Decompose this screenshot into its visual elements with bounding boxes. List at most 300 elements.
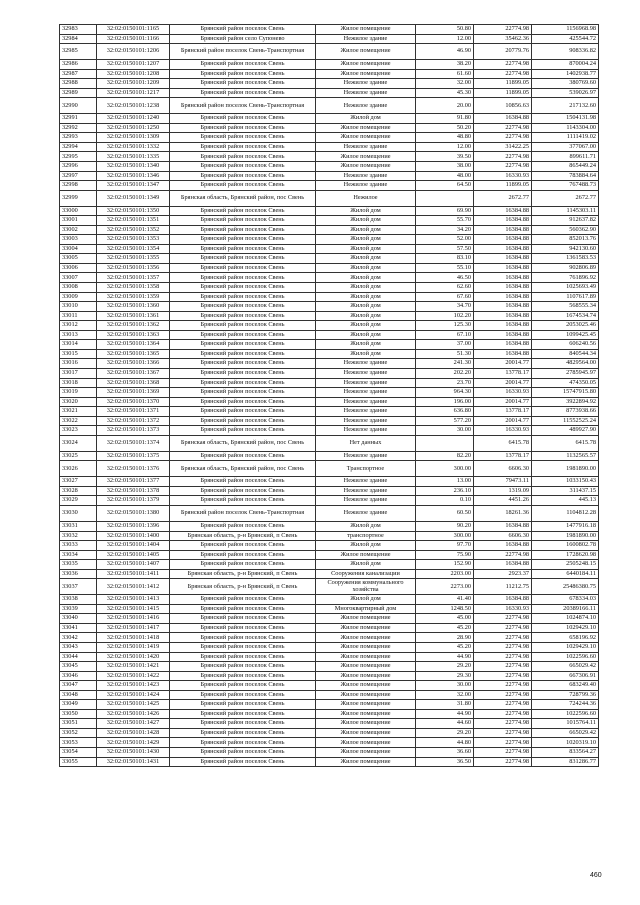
cadastral-number-cell: 32:02:0150101:1419	[97, 642, 170, 652]
address-cell: Брянский район поселок Свень	[170, 340, 316, 350]
cadastral-value-cell: 1674534.74	[532, 311, 599, 321]
object-type-cell: Нежилое здание	[316, 397, 416, 407]
cadastral-value-cell: 217132.60	[532, 98, 599, 114]
unit-value-cell: 16384.88	[474, 541, 532, 551]
object-type-cell: Нежилое здание	[316, 368, 416, 378]
row-number-cell: 33007	[60, 273, 97, 283]
cadastral-number-cell: 32:02:0150101:1309	[97, 133, 170, 143]
table-row	[60, 662, 599, 672]
address-cell: Брянский район поселок Свень	[170, 757, 316, 767]
row-number-cell: 33009	[60, 292, 97, 302]
cadastral-number-cell: 32:02:0150101:1368	[97, 378, 170, 388]
row-number-cell: 32996	[60, 162, 97, 172]
address-cell: Брянский район поселок Свень	[170, 283, 316, 293]
object-type-cell: Нежилое здание	[316, 486, 416, 496]
cadastral-value-cell: 783884.64	[532, 171, 599, 181]
cadastral-value-cell: 1029429.10	[532, 623, 599, 633]
cadastral-number-cell: 32:02:0150101:1415	[97, 604, 170, 614]
object-type-cell: Жилое помещение	[316, 25, 416, 35]
row-number-cell: 33018	[60, 378, 97, 388]
cadastral-value-cell: 445.13	[532, 496, 599, 506]
area-cell: 30.00	[416, 681, 474, 691]
cadastral-value-cell: 1504131.98	[532, 114, 599, 124]
address-cell: Брянский район поселок Свень	[170, 709, 316, 719]
unit-value-cell: 16330.93	[474, 604, 532, 614]
object-type-cell: Транспортное	[316, 461, 416, 477]
object-type-cell: Нежилое здание	[316, 98, 416, 114]
area-cell: 44.90	[416, 709, 474, 719]
row-number-cell: 33017	[60, 368, 97, 378]
table-row	[60, 123, 599, 133]
unit-value-cell: 6606.30	[474, 531, 532, 541]
area-cell: 125.30	[416, 321, 474, 331]
area-cell: 62.60	[416, 283, 474, 293]
table-row	[60, 505, 599, 521]
unit-value-cell: 22774.98	[474, 133, 532, 143]
unit-value-cell: 16384.88	[474, 302, 532, 312]
area-cell: 36.50	[416, 757, 474, 767]
object-type-cell: Жилой дом	[316, 311, 416, 321]
unit-value-cell: 2672.77	[474, 190, 532, 206]
object-type-cell: Жилое помещение	[316, 690, 416, 700]
table-row	[60, 757, 599, 767]
cadastral-number-cell: 32:02:0150101:1418	[97, 633, 170, 643]
unit-value-cell: 22774.98	[474, 757, 532, 767]
area-cell: 636.80	[416, 407, 474, 417]
table-row	[60, 486, 599, 496]
area-cell: 64.50	[416, 181, 474, 191]
address-cell: Брянский район поселок Свень	[170, 244, 316, 254]
table-row	[60, 330, 599, 340]
unit-value-cell: 16384.88	[474, 560, 532, 570]
unit-value-cell: 16384.88	[474, 225, 532, 235]
object-type-cell: Жилое помещение	[316, 728, 416, 738]
unit-value-cell: 16384.88	[474, 114, 532, 124]
address-cell: Брянский район поселок Свень	[170, 254, 316, 264]
row-number-cell: 33019	[60, 388, 97, 398]
cadastral-value-cell: 1107617.89	[532, 292, 599, 302]
cadastral-value-cell: 1033150.43	[532, 477, 599, 487]
cadastral-value-cell: 3922894.92	[532, 397, 599, 407]
row-number-cell: 32986	[60, 60, 97, 70]
unit-value-cell: 6415.78	[474, 435, 532, 451]
cadastral-value-cell: 425544.72	[532, 34, 599, 44]
object-type-cell: Жилой дом	[316, 292, 416, 302]
table-row	[60, 273, 599, 283]
unit-value-cell: 22774.98	[474, 550, 532, 560]
cadastral-value-cell: 728799.36	[532, 690, 599, 700]
object-type-cell: Жилое помещение	[316, 633, 416, 643]
row-number-cell: 33001	[60, 216, 97, 226]
area-cell: 12.00	[416, 142, 474, 152]
object-type-cell: Жилое помещение	[316, 709, 416, 719]
object-type-cell: Нет данных	[316, 435, 416, 451]
address-cell: Брянский район поселок Свень	[170, 728, 316, 738]
unit-value-cell: 16384.88	[474, 340, 532, 350]
object-type-cell: Жилое помещение	[316, 60, 416, 70]
row-number-cell: 33020	[60, 397, 97, 407]
table-row	[60, 604, 599, 614]
area-cell: 28.90	[416, 633, 474, 643]
cadastral-number-cell: 32:02:0150101:1422	[97, 671, 170, 681]
unit-value-cell: 16384.88	[474, 216, 532, 226]
cadastral-value-cell: 20389166.11	[532, 604, 599, 614]
object-type-cell: Жилой дом	[316, 560, 416, 570]
object-type-cell: Жилое помещение	[316, 623, 416, 633]
cadastral-value-cell: 658196.92	[532, 633, 599, 643]
address-cell: Брянский район поселок Свень-Транспортная	[170, 98, 316, 114]
address-cell: Брянский район поселок Свень	[170, 496, 316, 506]
area-cell: 202.20	[416, 368, 474, 378]
address-cell: Брянский район поселок Свень	[170, 311, 316, 321]
address-cell: Брянский район поселок Свень	[170, 748, 316, 758]
cadastral-number-cell: 32:02:0150101:1350	[97, 206, 170, 216]
cadastral-value-cell: 1132565.57	[532, 451, 599, 461]
table-row	[60, 426, 599, 436]
cadastral-number-cell: 32:02:0150101:1357	[97, 273, 170, 283]
address-cell: Брянский район поселок Свень	[170, 388, 316, 398]
object-type-cell: Нежилое здание	[316, 477, 416, 487]
object-type-cell: Жилое помещение	[316, 748, 416, 758]
table-row	[60, 690, 599, 700]
address-cell: Брянский район поселок Свень	[170, 690, 316, 700]
row-number-cell: 33004	[60, 244, 97, 254]
unit-value-cell: 18261.36	[474, 505, 532, 521]
row-number-cell: 33049	[60, 700, 97, 710]
table-row	[60, 171, 599, 181]
row-number-cell: 33008	[60, 283, 97, 293]
cadastral-number-cell: 32:02:0150101:1362	[97, 321, 170, 331]
unit-value-cell: 16384.88	[474, 244, 532, 254]
cadastral-value-cell: 1981890.00	[532, 531, 599, 541]
object-type-cell: Жилое помещение	[316, 44, 416, 60]
cadastral-number-cell: 32:02:0150101:1411	[97, 569, 170, 579]
row-number-cell: 33027	[60, 477, 97, 487]
cadastral-number-cell: 32:02:0150101:1351	[97, 216, 170, 226]
row-number-cell: 33010	[60, 302, 97, 312]
unit-value-cell: 22774.98	[474, 748, 532, 758]
address-cell: Брянский район поселок Свень	[170, 25, 316, 35]
page-number: 460	[590, 872, 602, 879]
table-row	[60, 34, 599, 44]
cadastral-number-cell: 32:02:0150101:1380	[97, 505, 170, 521]
cadastral-number-cell: 32:02:0150101:1217	[97, 88, 170, 98]
address-cell: Брянский район поселок Свень	[170, 662, 316, 672]
cadastral-value-cell: 1477916.18	[532, 521, 599, 531]
table-row	[60, 79, 599, 89]
cadastral-number-cell: 32:02:0150101:1429	[97, 738, 170, 748]
cadastral-value-cell: 902806.89	[532, 263, 599, 273]
cadastral-value-cell: 25486380.75	[532, 579, 599, 595]
cadastral-number-cell: 32:02:0150101:1358	[97, 283, 170, 293]
row-number-cell: 33046	[60, 671, 97, 681]
address-cell: Брянская область, р-н Брянский, п Свень	[170, 579, 316, 595]
table-row	[60, 521, 599, 531]
object-type-cell: Сооружения канализации	[316, 569, 416, 579]
row-number-cell: 33000	[60, 206, 97, 216]
cadastral-value-cell: 665029.42	[532, 728, 599, 738]
cadastral-number-cell: 32:02:0150101:1238	[97, 98, 170, 114]
address-cell: Брянский район поселок Свень	[170, 614, 316, 624]
address-cell: Брянская область, Брянский район, пос Свень	[170, 461, 316, 477]
unit-value-cell: 22774.98	[474, 671, 532, 681]
cadastral-value-cell: 311437.15	[532, 486, 599, 496]
address-cell: Брянский район поселок Свень	[170, 719, 316, 729]
cadastral-value-cell: 6415.78	[532, 435, 599, 451]
address-cell: Брянский район поселок Свень	[170, 273, 316, 283]
cadastral-value-cell: 539026.97	[532, 88, 599, 98]
table-row	[60, 709, 599, 719]
table-row	[60, 477, 599, 487]
cadastral-number-cell: 32:02:0150101:1346	[97, 171, 170, 181]
address-cell: Брянская область, Брянский район, пос Свень	[170, 190, 316, 206]
table-row	[60, 397, 599, 407]
cadastral-number-cell: 32:02:0150101:1332	[97, 142, 170, 152]
unit-value-cell: 20014.77	[474, 378, 532, 388]
object-type-cell: Жилой дом	[316, 244, 416, 254]
area-cell: 90.20	[416, 521, 474, 531]
address-cell: Брянский район поселок Свень	[170, 181, 316, 191]
object-type-cell: транспортное	[316, 531, 416, 541]
object-type-cell: Жилое помещение	[316, 652, 416, 662]
unit-value-cell: 16330.93	[474, 426, 532, 436]
cadastral-number-cell: 32:02:0150101:1340	[97, 162, 170, 172]
area-cell: 236.10	[416, 486, 474, 496]
table-row	[60, 225, 599, 235]
cadastral-value-cell: 667306.91	[532, 671, 599, 681]
table-row	[60, 254, 599, 264]
object-type-cell: Жилой дом	[316, 349, 416, 359]
unit-value-cell: 1319.09	[474, 486, 532, 496]
row-number-cell: 32987	[60, 69, 97, 79]
cadastral-number-cell: 32:02:0150101:1359	[97, 292, 170, 302]
address-cell: Брянский район поселок Свень-Транспортная	[170, 505, 316, 521]
unit-value-cell: 16384.88	[474, 330, 532, 340]
unit-value-cell: 22774.98	[474, 633, 532, 643]
address-cell: Брянский район поселок Свень	[170, 359, 316, 369]
table-row	[60, 263, 599, 273]
object-type-cell: Нежилое здание	[316, 378, 416, 388]
cadastral-value-cell: 1728620.98	[532, 550, 599, 560]
address-cell: Брянский район поселок Свень	[170, 235, 316, 245]
table-row	[60, 181, 599, 191]
address-cell: Брянский район поселок Свень	[170, 292, 316, 302]
area-cell: 45.20	[416, 642, 474, 652]
table-row	[60, 244, 599, 254]
unit-value-cell: 13778.17	[474, 407, 532, 417]
area-cell: 31.80	[416, 700, 474, 710]
cadastral-number-cell: 32:02:0150101:1405	[97, 550, 170, 560]
cadastral-value-cell: 377067.00	[532, 142, 599, 152]
unit-value-cell: 16330.93	[474, 171, 532, 181]
area-cell: 91.80	[416, 114, 474, 124]
table-row	[60, 550, 599, 560]
object-type-cell: Жилое помещение	[316, 738, 416, 748]
address-cell: Брянский район поселок Свень	[170, 302, 316, 312]
unit-value-cell: 16384.88	[474, 206, 532, 216]
table-row	[60, 388, 599, 398]
table-row	[60, 368, 599, 378]
object-type-cell: Нежилое	[316, 190, 416, 206]
area-cell: 38.20	[416, 60, 474, 70]
address-cell: Брянский район поселок Свень	[170, 521, 316, 531]
cadastral-number-cell: 32:02:0150101:1416	[97, 614, 170, 624]
table-row	[60, 719, 599, 729]
cadastral-number-cell: 32:02:0150101:1396	[97, 521, 170, 531]
cadastral-number-cell: 32:02:0150101:1421	[97, 662, 170, 672]
row-number-cell: 33006	[60, 263, 97, 273]
table-row	[60, 302, 599, 312]
cadastral-value-cell: 2785945.97	[532, 368, 599, 378]
table-body	[60, 25, 599, 767]
table-row	[60, 133, 599, 143]
object-type-cell: Нежилое здание	[316, 181, 416, 191]
unit-value-cell: 22774.98	[474, 69, 532, 79]
row-number-cell: 33044	[60, 652, 97, 662]
address-cell: Брянский район поселок Свень	[170, 595, 316, 605]
row-number-cell: 33013	[60, 330, 97, 340]
area-cell: 44.60	[416, 719, 474, 729]
row-number-cell: 33011	[60, 311, 97, 321]
table-row	[60, 206, 599, 216]
object-type-cell: Сооружения коммунального хозяйства	[316, 579, 416, 595]
cadastral-value-cell: 1145303.11	[532, 206, 599, 216]
row-number-cell: 33048	[60, 690, 97, 700]
table-row	[60, 416, 599, 426]
area-cell: 29.20	[416, 662, 474, 672]
table-row	[60, 614, 599, 624]
object-type-cell: Нежилое здание	[316, 426, 416, 436]
unit-value-cell: 22774.98	[474, 642, 532, 652]
unit-value-cell: 16384.88	[474, 292, 532, 302]
object-type-cell: Жилой дом	[316, 321, 416, 331]
cadastral-value-cell: 1111419.02	[532, 133, 599, 143]
table-row	[60, 671, 599, 681]
area-cell: 50.80	[416, 25, 474, 35]
table-row	[60, 44, 599, 60]
object-type-cell: Жилое помещение	[316, 550, 416, 560]
unit-value-cell: 22774.98	[474, 690, 532, 700]
cadastral-value-cell: 4829564.00	[532, 359, 599, 369]
table-row	[60, 235, 599, 245]
object-type-cell: Жилой дом	[316, 216, 416, 226]
table-row	[60, 681, 599, 691]
object-type-cell: Нежилое здание	[316, 359, 416, 369]
cadastral-number-cell: 32:02:0150101:1335	[97, 152, 170, 162]
table-row	[60, 451, 599, 461]
area-cell: 60.50	[416, 505, 474, 521]
table-row	[60, 569, 599, 579]
row-number-cell: 32998	[60, 181, 97, 191]
row-number-cell: 33003	[60, 235, 97, 245]
row-number-cell: 32989	[60, 88, 97, 98]
object-type-cell: Жилой дом	[316, 541, 416, 551]
cadastral-value-cell: 6440184.11	[532, 569, 599, 579]
area-cell: 55.70	[416, 216, 474, 226]
cadastral-number-cell: 32:02:0150101:1426	[97, 709, 170, 719]
row-number-cell: 33037	[60, 579, 97, 595]
area-cell: 34.20	[416, 225, 474, 235]
address-cell: Брянский район поселок Свень	[170, 88, 316, 98]
unit-value-cell: 16330.93	[474, 388, 532, 398]
row-number-cell: 33022	[60, 416, 97, 426]
area-cell: 577.20	[416, 416, 474, 426]
address-cell: Брянский район поселок Свень	[170, 604, 316, 614]
cadastral-number-cell: 32:02:0150101:1370	[97, 397, 170, 407]
area-cell: 23.70	[416, 378, 474, 388]
cadastral-number-cell: 32:02:0150101:1353	[97, 235, 170, 245]
row-number-cell: 33053	[60, 738, 97, 748]
cadastral-number-cell: 32:02:0150101:1250	[97, 123, 170, 133]
cadastral-value-table	[59, 24, 599, 767]
row-number-cell: 33041	[60, 623, 97, 633]
address-cell: Брянская область, Брянский район, пос Свень	[170, 435, 316, 451]
area-cell: 102.20	[416, 311, 474, 321]
object-type-cell: Нежилое здание	[316, 496, 416, 506]
unit-value-cell: 20779.76	[474, 44, 532, 60]
object-type-cell: Жилой дом	[316, 330, 416, 340]
area-cell: 44.90	[416, 652, 474, 662]
row-number-cell: 33047	[60, 681, 97, 691]
cadastral-value-cell: 606240.56	[532, 340, 599, 350]
address-cell: Брянский район поселок Свень	[170, 142, 316, 152]
unit-value-cell: 35462.36	[474, 34, 532, 44]
row-number-cell: 33028	[60, 486, 97, 496]
table-row	[60, 623, 599, 633]
cadastral-value-cell: 1600802.78	[532, 541, 599, 551]
area-cell	[416, 435, 474, 451]
cadastral-number-cell: 32:02:0150101:1209	[97, 79, 170, 89]
object-type-cell: Жилое помещение	[316, 662, 416, 672]
object-type-cell: Нежилое здание	[316, 407, 416, 417]
cadastral-number-cell: 32:02:0150101:1367	[97, 368, 170, 378]
object-type-cell: Нежилое здание	[316, 171, 416, 181]
cadastral-number-cell: 32:02:0150101:1374	[97, 435, 170, 451]
cadastral-value-cell: 683249.40	[532, 681, 599, 691]
object-type-cell: Нежилое здание	[316, 451, 416, 461]
row-number-cell: 33052	[60, 728, 97, 738]
cadastral-number-cell: 32:02:0150101:1354	[97, 244, 170, 254]
area-cell: 300.00	[416, 461, 474, 477]
table-row	[60, 216, 599, 226]
area-cell: 20.00	[416, 98, 474, 114]
area-cell: 46.90	[416, 44, 474, 60]
cadastral-number-cell: 32:02:0150101:1427	[97, 719, 170, 729]
unit-value-cell: 22774.98	[474, 162, 532, 172]
cadastral-value-cell: 1099425.45	[532, 330, 599, 340]
cadastral-number-cell: 32:02:0150101:1347	[97, 181, 170, 191]
table-row	[60, 88, 599, 98]
object-type-cell: Нежилое здание	[316, 34, 416, 44]
cadastral-number-cell: 32:02:0150101:1361	[97, 311, 170, 321]
cadastral-value-cell: 852013.76	[532, 235, 599, 245]
area-cell: 2203.00	[416, 569, 474, 579]
cadastral-value-cell: 489927.90	[532, 426, 599, 436]
area-cell: 29.30	[416, 671, 474, 681]
area-cell: 1248.50	[416, 604, 474, 614]
row-number-cell: 33014	[60, 340, 97, 350]
row-number-cell: 32993	[60, 133, 97, 143]
unit-value-cell: 11899.05	[474, 181, 532, 191]
table-row	[60, 162, 599, 172]
object-type-cell: Жилой дом	[316, 521, 416, 531]
cadastral-value-cell: 474350.05	[532, 378, 599, 388]
cadastral-number-cell: 32:02:0150101:1373	[97, 426, 170, 436]
cadastral-value-cell: 833564.27	[532, 748, 599, 758]
cadastral-value-cell: 1402938.77	[532, 69, 599, 79]
row-number-cell: 33054	[60, 748, 97, 758]
area-cell: 61.60	[416, 69, 474, 79]
